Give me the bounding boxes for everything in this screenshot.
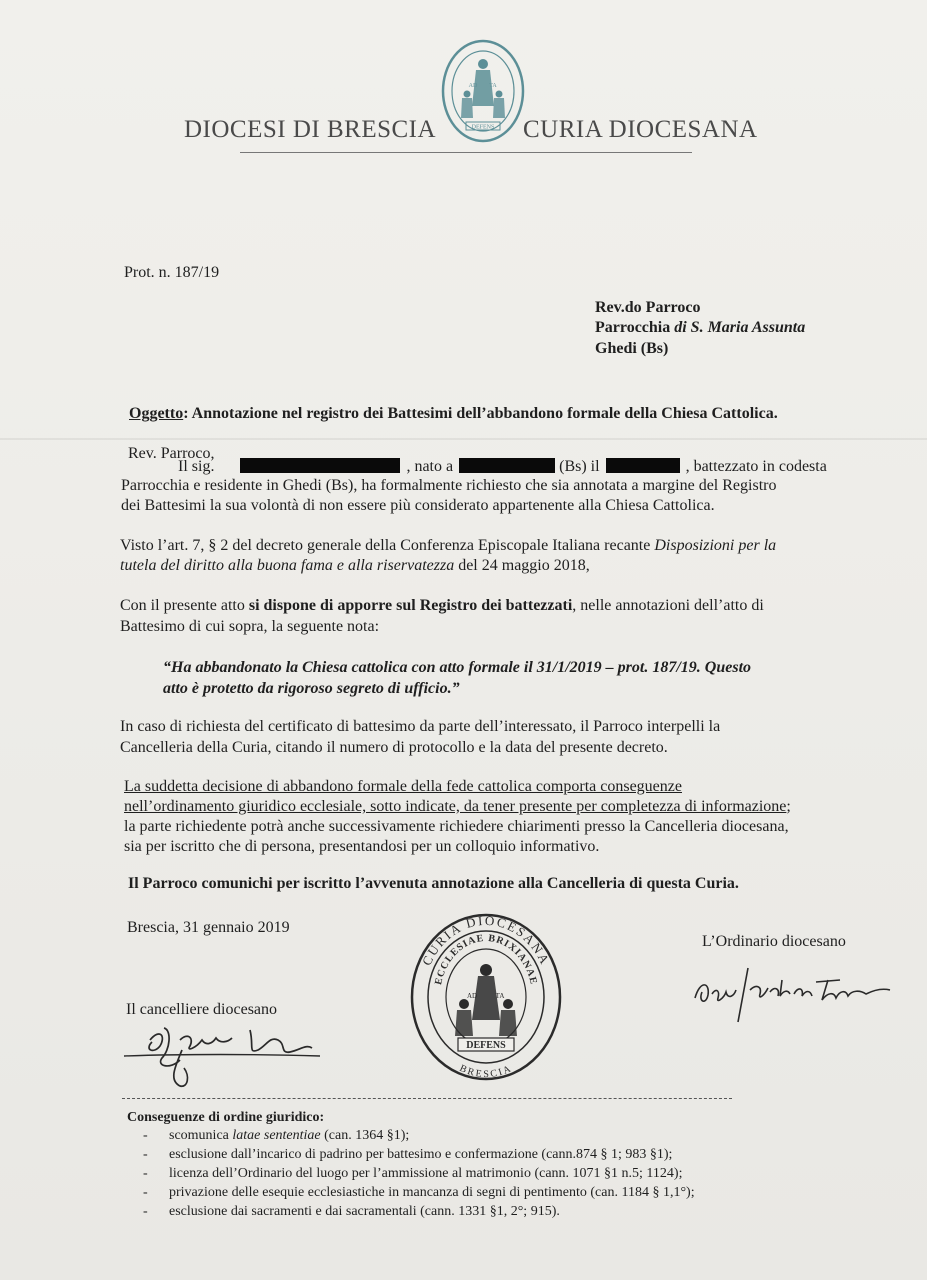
ordinario-label: L’Ordinario diocesano bbox=[702, 933, 846, 950]
salutation: Rev. Parroco, bbox=[128, 445, 215, 462]
svg-text:CURIA DIOCESANA: CURIA DIOCESANA bbox=[418, 912, 554, 968]
para5-line4: sia per iscritto che di persona, presentandosi per un colloquio informativo. bbox=[124, 838, 600, 855]
diocese-seal-logo bbox=[440, 38, 526, 144]
recipient-parish: Parrocchia di S. Maria Assunta bbox=[595, 319, 806, 336]
letter-page: DIOCESI DI BRESCIA CURIA DIOCESANA DEFENS AD TA Prot. n. 187/19 Rev.do Parroco Parrocchia di S. Maria Assunta Ghedi (Bs) Oggetto: Annotazione nel registro dei Battesimi dell’abbandono formale della Chiesa Cattolica. Rev. Parroco, Il sig. , nato a (Bs) il , battezzato in codesta Parrocchia e residente in Ghedi (Bs), ha formalmente richiesto che sia annotata a margine del Registro dei Battesimi la sua volontà di non essere più considerato appartenente alla Chiesa Cattolica. Visto l’art. 7, § 2 del decreto generale della Conferenza Episcopale Italiana recante Disposizioni per la tutela del diritto alla buona fama e alla riservatezza del 24 maggio 2018, Con il presente atto si dispone di apporre sul Registro dei battezzati, nelle annotazioni dell’atto di Battesimo di cui sopra, la seguente nota: “Ha abbandonato la Chiesa cattolica con atto formale il 31/1/2019 – prot. 187/19. Questo atto è protetto da rigoroso segreto di ufficio.” In caso di richiesta del certificato di battesimo da parte dell’interessato, il Parroco interpelli la Cancelleria della Curia, citando il numero di protocollo e la data del presente decreto. La suddetta decisione di abbandono formale della fede cattolica comporta conseguenze nell’ordinamento giuridico ecclesiale, sotto indicate, da tener presente per completezza di informazione; la parte richiedente potrà anche successivamente richiedere chiarimenti presso la Cancelleria diocesana, sia per iscritto che di persona, presentandosi per un colloquio informativo. Il Parroco comunichi per iscritto l’avvenuta annotazione alla Cancelleria di questa Curia. Brescia, 31 gennaio 2019 L’Ordinario diocesano CURIA DIOCESANA ECCLESIAE BRIXIANAE BRESCIA AD TA DEFENS Il cancelliere diocesano Conseguenze di ordine giuridico: - scomunica latae sententiae (can. 1364 §1); - esclusione dall’incarico di padrino per battesimo e confermazione (cann.874 § 1; 983 §1); - licenza dell’Ordinario del luogo per l’ammissione al matrimonio (cann. 1071 §1 n.5; 1124); - privazione delle esequie ecclesiastiche in mancanza di segni di pentimento (can. 1184 § 1,1°); - esclusione dai sacramenti e dai sacramentali (cann. 1331 §1, 2°; 915). bbox=[0, 0, 927, 1280]
para1-line3: dei Battesimi la sua volontà di non essere più considerato appartenente alla Chiesa Cattolica. bbox=[121, 497, 715, 514]
curia-stamp bbox=[408, 912, 564, 1082]
svg-text:AD: AD bbox=[466, 992, 478, 1000]
para3-line1: Con il presente atto si dispone di apporre sul Registro dei battezzati, nelle annotazioni dell’atto di bbox=[120, 597, 764, 614]
protocol-number: Prot. n. 187/19 bbox=[124, 264, 220, 281]
curia-name: CURIA DIOCESANA bbox=[523, 116, 758, 143]
para4-line1: In caso di richiesta del certificato di battesimo da parte dell’interessato, il Parroco interpelli la bbox=[120, 718, 721, 735]
quote-line1: “Ha abbandonato la Chiesa cattolica con atto formale il 31/1/2019 – prot. 187/19. Questo bbox=[163, 659, 752, 676]
para2-line1: Visto l’art. 7, § 2 del decreto generale della Conferenza Episcopale Italiana recante Disposizioni per la bbox=[120, 537, 777, 554]
header-rule bbox=[240, 152, 692, 153]
diocese-name: DIOCESI DI BRESCIA bbox=[184, 116, 437, 143]
para5-line2: nell’ordinamento giuridico ecclesiale, sotto indicate, da tener presente per completezza di informazione; bbox=[124, 798, 791, 815]
svg-text:DEFENS: DEFENS bbox=[466, 1040, 506, 1051]
subject-line: Oggetto: Annotazione nel registro dei Battesimi dell’abbandono formale della Chiesa Cattolica. bbox=[129, 405, 778, 422]
svg-text:BRESCIA: BRESCIA bbox=[457, 1062, 515, 1081]
separator-rule bbox=[122, 1098, 732, 1099]
svg-text:DEFENS: DEFENS bbox=[471, 124, 495, 131]
paper-fold bbox=[0, 438, 927, 440]
para4-line2: Cancelleria della Curia, citando il numero di protocollo e la data del presente decreto. bbox=[120, 739, 668, 756]
consequences-title: Conseguenze di ordine giuridico: bbox=[127, 1110, 325, 1125]
para5-line1: La suddetta decisione di abbandono formale della fede cattolica comporta conseguenze bbox=[124, 778, 682, 795]
para3-line2: Battesimo di cui sopra, la seguente nota: bbox=[120, 618, 380, 635]
svg-text:TA: TA bbox=[495, 992, 505, 1000]
recipient-title: Rev.do Parroco bbox=[595, 299, 701, 316]
svg-text:ECCLESIAE BRIXIANAE: ECCLESIAE BRIXIANAE bbox=[433, 932, 539, 986]
para2-line2: tutela del diritto alla buona fama e alla riservatezza del 24 maggio 2018, bbox=[120, 557, 590, 574]
cancelliere-label: Il cancelliere diocesano bbox=[126, 1001, 278, 1018]
recipient-city: Ghedi (Bs) bbox=[595, 340, 669, 357]
para1-line2: Parrocchia e residente in Ghedi (Bs), ha formalmente richiesto che sia annotata a margine del Registro bbox=[121, 477, 777, 494]
redaction-birthplace bbox=[459, 458, 555, 473]
redaction-name bbox=[240, 458, 400, 473]
ordinario-signature bbox=[690, 960, 900, 1030]
para5-line3: la parte richiedente potrà anche successivamente richiedere chiarimenti presso la Cancelleria diocesana, bbox=[124, 818, 789, 835]
quote-line2: atto è protetto da rigoroso segreto di ufficio.” bbox=[163, 680, 460, 697]
letter-date: Brescia, 31 gennaio 2019 bbox=[127, 919, 290, 936]
svg-text:AD: AD bbox=[468, 83, 478, 89]
svg-text:TA: TA bbox=[489, 83, 497, 89]
para1-line1: Il sig. , nato a (Bs) il , battezzato in codesta bbox=[178, 458, 827, 475]
redaction-birthdate bbox=[606, 458, 680, 473]
cancelliere-signature bbox=[120, 1010, 330, 1090]
instruction-line: Il Parroco comunichi per iscritto l’avvenuta annotazione alla Cancelleria di questa Curia. bbox=[128, 875, 739, 892]
